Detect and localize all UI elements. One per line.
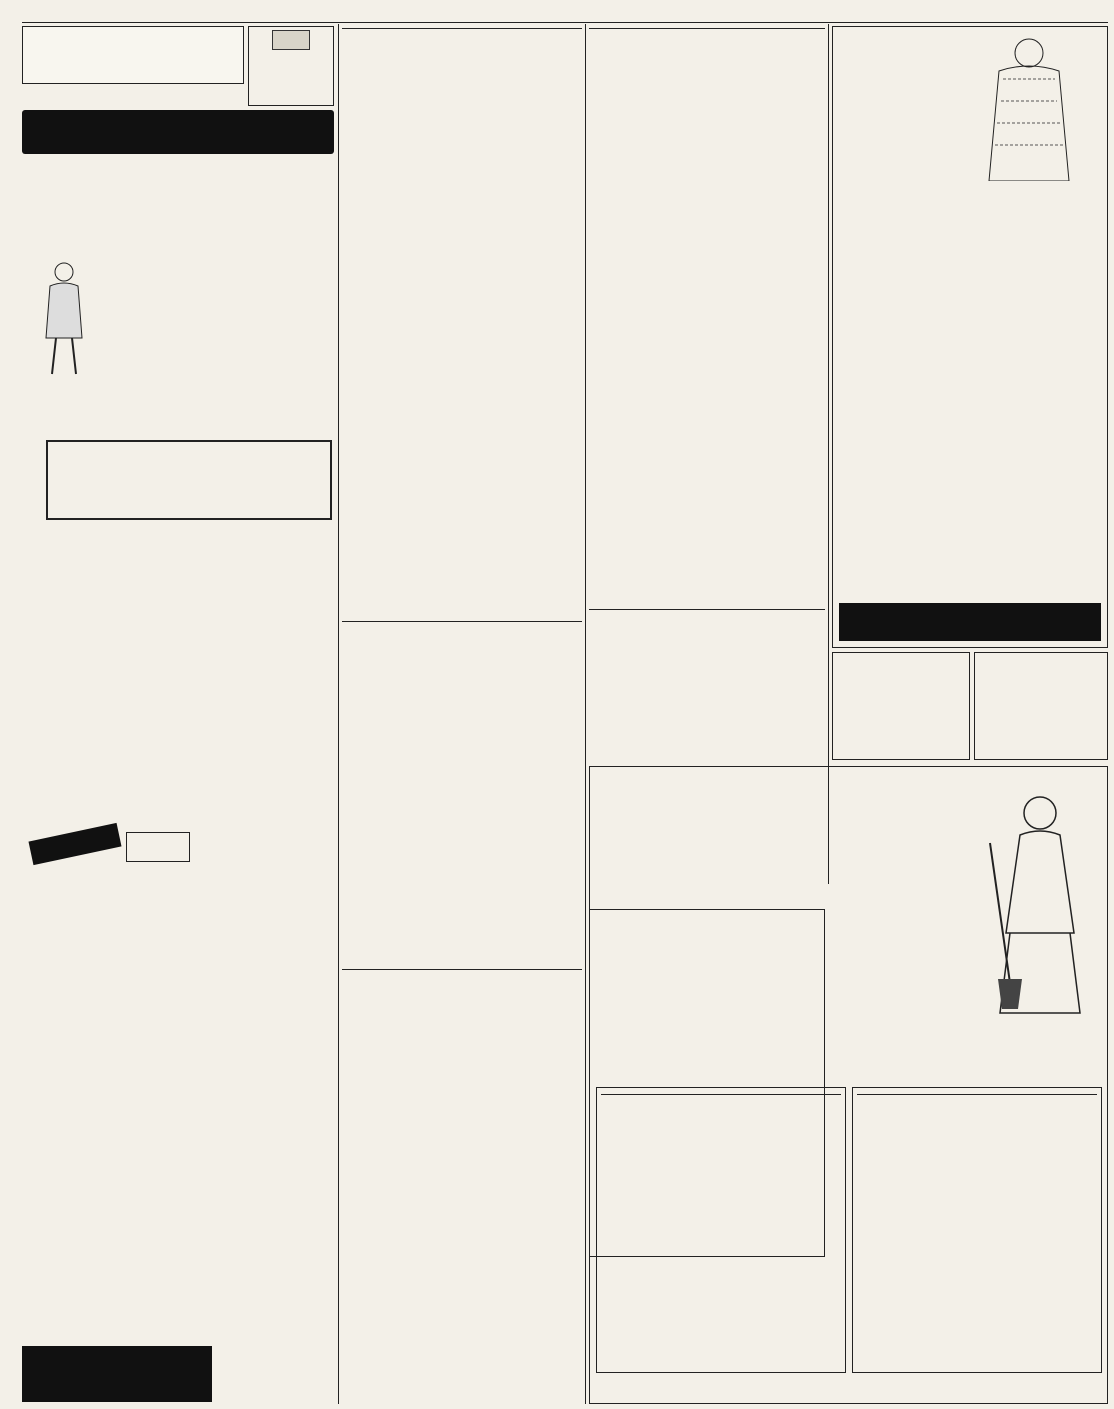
curtain-voile-text (174, 1048, 294, 1114)
cylinder-ad (248, 26, 334, 106)
leader-crepe-text (92, 752, 242, 826)
page-number (1088, 6, 1108, 20)
floor-covering-text (104, 260, 328, 378)
repairs-ad (832, 652, 970, 760)
foxton-article (342, 625, 582, 965)
man-illustration (939, 31, 1105, 181)
watch-windows (590, 767, 1108, 783)
ideal-text (978, 658, 1104, 708)
ent1-header (342, 26, 582, 29)
evelyn-prentice-article (342, 307, 582, 617)
barque-article (342, 973, 582, 1109)
scotland-yard-article (589, 32, 825, 332)
midland-tagline (22, 70, 244, 82)
showroom-savings (596, 1087, 846, 1373)
baby-shawls-text (30, 1202, 126, 1304)
patrician-label (28, 823, 121, 865)
collinson-ad (589, 766, 1108, 1404)
hats-text (234, 1214, 328, 1332)
floor-price (192, 382, 332, 432)
fancy-title (857, 1092, 1097, 1095)
garners-footer-logo (22, 1346, 212, 1402)
garners-logo (46, 440, 332, 520)
nancy-steele-article (342, 32, 582, 252)
entertainments-column-1 (342, 26, 582, 1404)
tapestry-text (132, 1194, 188, 1334)
guarantee-badge (126, 832, 190, 862)
masthead (0, 6, 1114, 20)
winter-article (342, 1112, 582, 1192)
sheets-text (32, 910, 170, 1002)
showroom-title (601, 1092, 841, 1095)
fancy-goods (852, 1087, 1102, 1373)
meldee-text (32, 612, 242, 684)
garners-ad (22, 110, 334, 1405)
possibilities-banner (596, 1377, 1103, 1387)
cardigans-ad (832, 26, 1108, 648)
ideal-ad (974, 652, 1108, 760)
ent2-header (589, 26, 825, 29)
piston-image (272, 30, 310, 50)
thief-meets-thief-article (589, 335, 825, 605)
border-cafe-article (342, 255, 582, 301)
lingerie-label (260, 580, 332, 670)
garners-banner (22, 110, 334, 154)
woman-broom-illustration (970, 783, 1100, 1023)
millar-giorgi-logo (839, 603, 1101, 641)
spun-suede-text (248, 796, 332, 902)
spun-suede-shades (248, 904, 332, 964)
woman-illustration (28, 258, 100, 378)
